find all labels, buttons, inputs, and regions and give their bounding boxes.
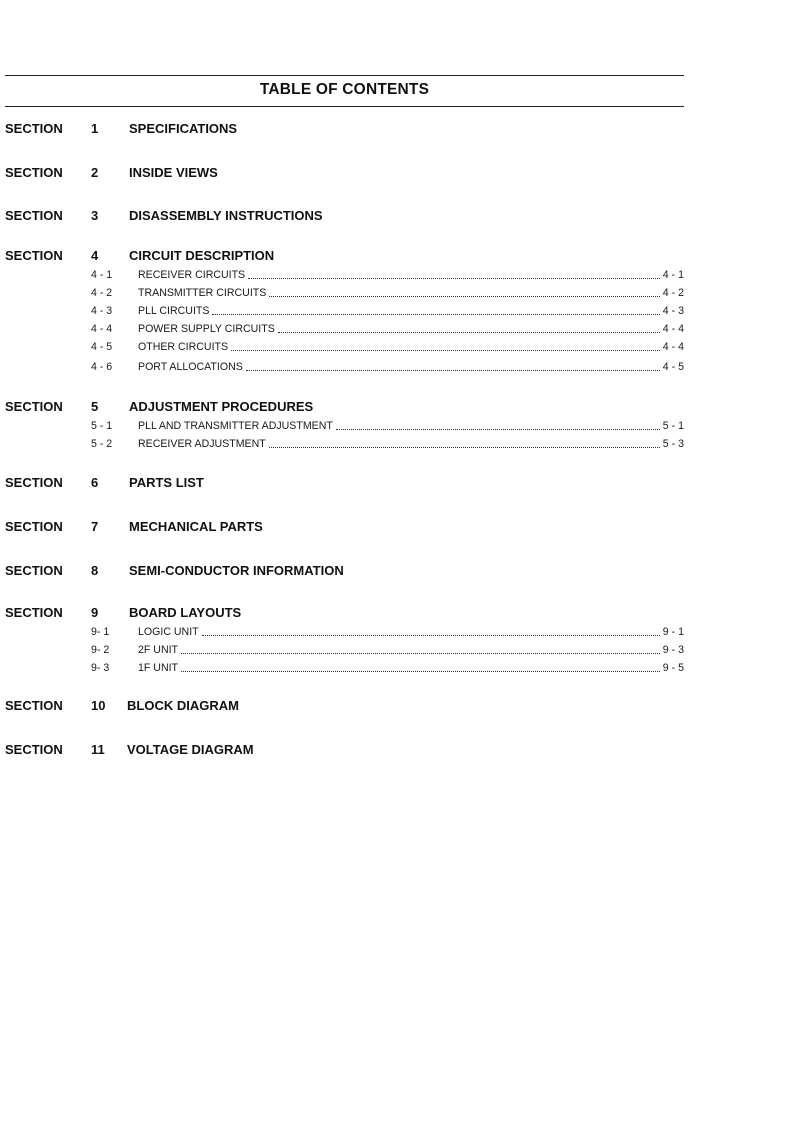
subsection-number: 4 - 5 <box>91 341 113 353</box>
section-title: MECHANICAL PARTS <box>129 519 263 534</box>
toc-subsection <box>0 321 794 337</box>
section-label: SECTION <box>5 519 63 534</box>
subsection-title: TRANSMITTER CIRCUITS <box>138 287 267 299</box>
section-title: BLOCK DIAGRAM <box>127 698 239 713</box>
toc-section <box>0 603 794 623</box>
toc-subsection <box>0 359 794 375</box>
title-underline-rule <box>5 106 684 107</box>
toc-section <box>0 397 794 417</box>
subsection-number: 9- 3 <box>91 662 110 674</box>
subsection-page: 5 - 1 <box>662 420 684 432</box>
section-number: 11 <box>91 742 105 757</box>
subsection-number: 4 - 1 <box>91 269 113 281</box>
toc-section <box>0 119 794 139</box>
page-title: TABLE OF CONTENTS <box>259 81 430 98</box>
subsection-title: OTHER CIRCUITS <box>138 341 229 353</box>
toc-subsection <box>0 624 794 640</box>
section-title: ADJUSTMENT PROCEDURES <box>129 399 314 414</box>
subsection-number: 4 - 6 <box>91 361 113 373</box>
toc-subsection <box>0 436 794 452</box>
toc-section <box>0 206 794 226</box>
section-title: VOLTAGE DIAGRAM <box>127 742 254 757</box>
subsection-number: 5 - 2 <box>91 438 113 450</box>
subsection-number: 4 - 4 <box>91 323 113 335</box>
section-number: 6 <box>91 475 99 490</box>
subsection-number: 5 - 1 <box>91 420 113 432</box>
subsection-title: RECEIVER ADJUSTMENT <box>138 438 266 450</box>
subsection-page: 4 - 3 <box>662 305 684 317</box>
section-label: SECTION <box>5 563 63 578</box>
section-label: SECTION <box>5 248 63 263</box>
section-label: SECTION <box>5 165 63 180</box>
toc-subsection <box>0 285 794 301</box>
section-title: CIRCUIT DESCRIPTION <box>129 248 275 263</box>
section-label: SECTION <box>5 475 63 490</box>
toc-subsection <box>0 267 794 283</box>
section-number: 5 <box>91 399 99 414</box>
subsection-title: 2F UNIT <box>138 644 179 656</box>
section-label: SECTION <box>5 399 63 414</box>
subsection-title: PORT ALLOCATIONS <box>138 361 243 373</box>
subsection-page: 4 - 2 <box>662 287 684 299</box>
subsection-title: RECEIVER CIRCUITS <box>138 269 246 281</box>
dot-leader <box>212 314 659 315</box>
section-number: 2 <box>91 165 99 180</box>
subsection-number: 4 - 2 <box>91 287 113 299</box>
toc-subsection <box>0 642 794 658</box>
section-number: 1 <box>91 121 99 136</box>
subsection-number: 4 - 3 <box>91 305 113 317</box>
subsection-number: 9- 1 <box>91 626 110 638</box>
subsection-title: PLL CIRCUITS <box>138 305 210 317</box>
dot-leader <box>202 635 660 636</box>
subsection-page: 4 - 1 <box>662 269 684 281</box>
toc-subsection <box>0 339 794 355</box>
subsection-page: 9 - 1 <box>662 626 684 638</box>
subsection-page: 4 - 4 <box>662 323 684 335</box>
toc-section <box>0 517 794 537</box>
dot-leader <box>246 370 660 371</box>
section-number: 10 <box>91 698 106 713</box>
toc-section <box>0 473 794 493</box>
section-title: BOARD LAYOUTS <box>129 605 242 620</box>
subsection-title: 1F UNIT <box>138 662 179 674</box>
toc-section <box>0 561 794 581</box>
section-label: SECTION <box>5 605 63 620</box>
section-title: DISASSEMBLY INSTRUCTIONS <box>129 208 323 223</box>
section-number: 9 <box>91 605 99 620</box>
toc-section <box>0 246 794 266</box>
toc-section <box>0 696 794 716</box>
top-rule <box>5 75 684 76</box>
section-label: SECTION <box>5 742 63 757</box>
section-number: 7 <box>91 519 99 534</box>
toc-subsection <box>0 418 794 434</box>
dot-leader <box>181 653 660 654</box>
section-number: 4 <box>91 248 99 263</box>
dot-leader <box>231 350 660 351</box>
subsection-title: POWER SUPPLY CIRCUITS <box>138 323 275 335</box>
subsection-title: PLL AND TRANSMITTER ADJUSTMENT <box>138 420 333 432</box>
dot-leader <box>248 278 660 279</box>
toc-subsection <box>0 303 794 319</box>
toc-subsection <box>0 660 794 676</box>
subsection-page: 4 - 5 <box>662 361 684 373</box>
dot-leader <box>278 332 660 333</box>
section-title: INSIDE VIEWS <box>129 165 218 180</box>
toc-section <box>0 740 794 760</box>
dot-leader <box>336 429 660 430</box>
section-title: SPECIFICATIONS <box>129 121 238 136</box>
subsection-page: 5 - 3 <box>662 438 684 450</box>
section-number: 8 <box>91 563 99 578</box>
subsection-number: 9- 2 <box>91 644 110 656</box>
dot-leader <box>181 671 660 672</box>
dot-leader <box>269 296 659 297</box>
section-label: SECTION <box>5 698 63 713</box>
section-title: PARTS LIST <box>129 475 204 490</box>
subsection-page: 9 - 5 <box>662 662 684 674</box>
subsection-page: 9 - 3 <box>662 644 684 656</box>
subsection-title: LOGIC UNIT <box>138 626 199 638</box>
section-title: SEMI-CONDUCTOR INFORMATION <box>129 563 344 578</box>
toc-section <box>0 163 794 183</box>
section-label: SECTION <box>5 121 63 136</box>
subsection-page: 4 - 4 <box>662 341 684 353</box>
section-label: SECTION <box>5 208 63 223</box>
section-number: 3 <box>91 208 99 223</box>
dot-leader <box>269 447 660 448</box>
